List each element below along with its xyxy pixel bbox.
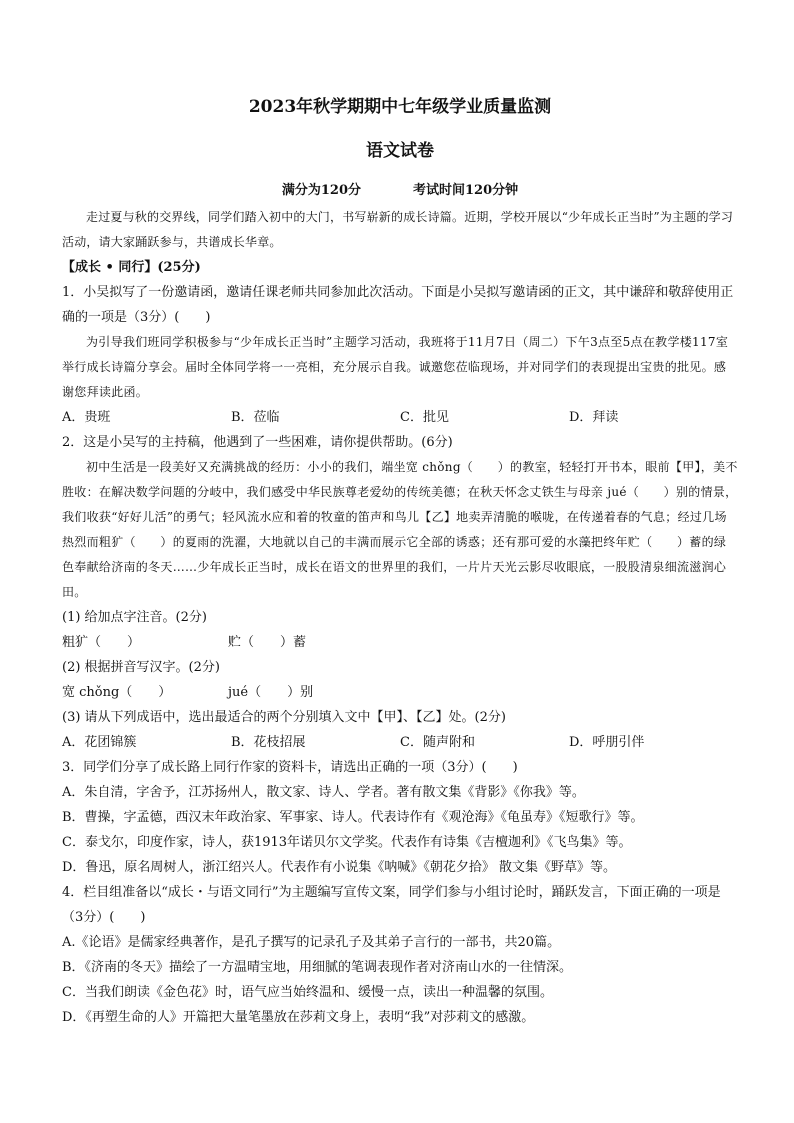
blank-item: 粗犷（ ）	[62, 635, 141, 650]
blank-item: 宽 chǒng（ ）	[62, 685, 172, 700]
question-4-stem: 4．栏目组准备以“成长・与语文同行”为主题编写宣传文案，同学们参与小组讨论时，踊跃发言，下面正确的一项是（3分）( )	[62, 885, 721, 925]
question-1-stem: 1．小吴拟写了一份邀请函，邀请任课老师共同参加此次活动。下面是小吴拟写邀请函的正文，其中谦辞和敬辞使用正确的一项是（3分）( )	[62, 285, 734, 325]
option-a: A.《论语》是儒家经典著作，是孔子撰写的记录孔子及其弟子言行的一部书，共20篇。	[62, 935, 561, 950]
option-a: A．花团锦簇	[62, 735, 137, 750]
exam-meta	[62, 180, 738, 202]
option-b: B．曹操，字孟德，西汉末年政治家、军事家、诗人。代表诗作有《观沧海》《龟虽寿》《短歌行》等。	[62, 810, 644, 825]
option-d: D．呼朋引伴	[569, 735, 645, 750]
question-2-sub2: (2) 根据拼音写汉字。(2分)	[62, 660, 220, 675]
full-score: 满分为120分	[281, 183, 361, 198]
option-d: D．鲁迅，原名周树人，浙江绍兴人。代表作有小说集《呐喊》《朝花夕拾》 散文集《野草》等。	[62, 860, 617, 875]
question-2-sub1-blanks	[62, 630, 738, 655]
question-3-stem: 3．同学们分享了成长路上同行作家的资料卡，请选出正确的一项（3分）( )	[62, 760, 518, 775]
blank-item: 贮（ ）蓄	[228, 635, 307, 650]
exam-subtitle: 语文试卷	[366, 141, 434, 161]
question-3-options	[62, 780, 738, 880]
option-b: B．《济南的冬天》描绘了一方温晴宝地，用细腻的笔调表现作者对济南山水的一往情深。	[62, 960, 573, 975]
option-a: A．朱自清，字舍予，江苏扬州人，散文家、诗人、学者。著有散文集《背影》《你我》等。	[62, 785, 585, 800]
blank-item: jué（ ）别	[228, 685, 314, 700]
question-4-options	[62, 930, 738, 1030]
exam-page	[62, 92, 738, 1030]
question-2-sub1: (1) 给加点字注音。(2分)	[62, 610, 207, 625]
question-2-sub3: (3) 请从下列成语中，选出最适合的两个分别填入文中【甲】、【乙】处。(2分)	[62, 710, 506, 725]
exam-title: 2023年秋学期期中七年级学业质量监测	[248, 97, 552, 117]
option-d: D．《再塑生命的人》开篇把大量笔墨放在莎莉文身上，表明“我”对莎莉文的感激。	[62, 1010, 535, 1025]
section-heading: 【成长 • 同行】(25分)	[62, 260, 201, 275]
question-2-sub2-blanks	[62, 680, 738, 705]
exam-time: 考试时间120分钟	[413, 183, 519, 198]
option-a: A．贵班	[62, 410, 111, 425]
question-2-options	[62, 730, 738, 755]
intro-paragraph: 走过夏与秋的交界线，同学们踏入初中的大门，书写崭新的成长诗篇。近期，学校开展以“少年成长正当时”为主题的学习活动，请大家踊跃参与，共谱成长华章。	[62, 210, 734, 249]
question-1-passage: 为引导我们班同学积极参与“少年成长正当时”主题学习活动，我班将于11月7日（周二）下午3点至5点在教学楼117室举行成长诗篇分享会。届时全体同学将一一亮相，充分展示自我。诚邀您莅临现场，并对同学们的表现提出宝贵的批见。感谢您拜读此函。	[62, 335, 729, 399]
option-c: C．当我们朗读《金色花》时，语气应当始终温和、缓慢一点，读出一种温馨的氛围。	[62, 985, 553, 1000]
question-1-options	[62, 405, 738, 430]
option-c: C．随声附和	[400, 735, 475, 750]
question-2-passage: 初中生活是一段美好又充满挑战的经历：小小的我们，端坐宽 chǒng（ ）的教室，轻轻打开书本，眼前【甲】，美不胜收：在解决数学问题的分岐中，我们感受中华民族尊老爱幼的传统美德；在秋天怀念丈铁生与母亲 jué（ ）别的情景，我们收获“好好儿活”的勇气；轻风流水应和着的牧童的笛声和鸟儿【乙】地卖弄清脆的喉咙，在传递着春的气息；经过几场热烈而粗犷（ ）的夏雨的洗濯，大地就以自己的丰满而展示它全部的诱惑；还有那可爱的水藻把终年贮（ ）蓄的绿色奉献给济南的冬天……少年成长正当时，成长在语文的世界里的我们，一片片天光云影尽收眼底，一股股清泉细流滋润心田。	[62, 460, 738, 599]
option-c: C．泰戈尔，印度作家，诗人，获1913年诺贝尔文学奖。代表作有诗集《吉檀迦利》《飞鸟集》等。	[62, 835, 632, 850]
option-b: B．莅临	[231, 410, 280, 425]
option-d: D．拜读	[569, 410, 619, 425]
question-2-stem: 2．这是小吴写的主持稿，他遇到了一些困难，请你提供帮助。(6分)	[62, 435, 453, 450]
option-b: B．花枝招展	[231, 735, 306, 750]
option-c: C．批见	[400, 410, 449, 425]
